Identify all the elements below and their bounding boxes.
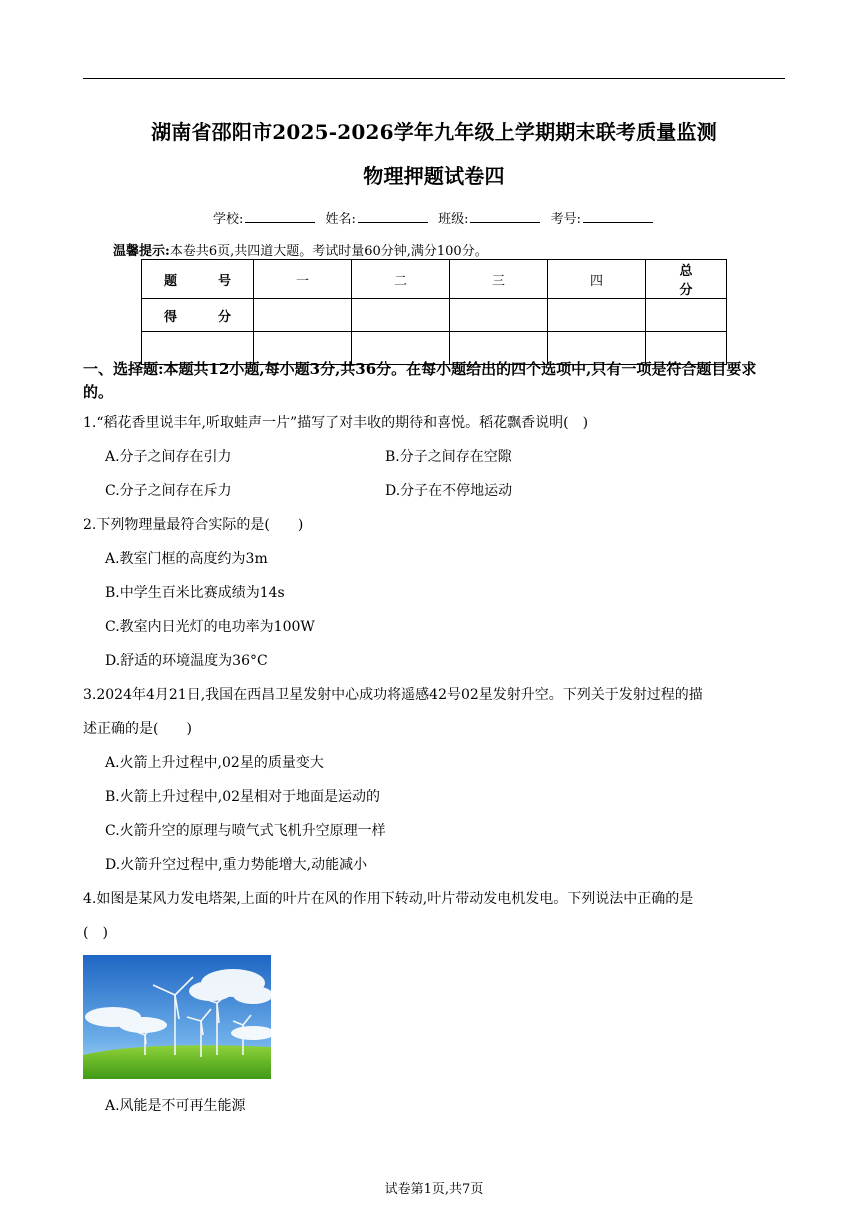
score-cell[interactable] bbox=[352, 299, 450, 332]
score-cell[interactable] bbox=[450, 299, 548, 332]
score-table-header-row bbox=[142, 260, 727, 299]
question-1-option-d[interactable]: D.分子在不停地运动 bbox=[385, 483, 513, 499]
tip-text: 本卷共6页,共四道大题。考试时量60分钟,满分100分。 bbox=[169, 244, 488, 259]
question-1-option-a[interactable]: A.分子之间存在引力 bbox=[105, 449, 232, 465]
name-blank[interactable] bbox=[358, 210, 428, 223]
wind-turbine-illustration bbox=[83, 955, 271, 1079]
school-label: 学校: bbox=[213, 212, 244, 227]
score-table-score-row bbox=[142, 299, 727, 332]
score-header-cell: 题 号 bbox=[142, 260, 254, 299]
question-4-stem-line2: ( ) bbox=[83, 925, 108, 941]
name-label: 姓名: bbox=[325, 212, 356, 227]
student-info-line bbox=[83, 208, 785, 227]
question-1-stem: 1.“稻花香里说丰年,听取蛙声一片”描写了对丰收的期待和喜悦。稻花飘香说明( ) bbox=[83, 415, 589, 431]
score-header-cell: 四 bbox=[548, 260, 646, 299]
school-blank[interactable] bbox=[245, 210, 315, 223]
question-4-option-a[interactable]: A.风能是不可再生能源 bbox=[105, 1098, 246, 1114]
top-rule bbox=[83, 78, 785, 79]
score-cell[interactable] bbox=[548, 299, 646, 332]
question-2-option-c[interactable]: C.教室内日光灯的电功率为100W bbox=[105, 619, 315, 635]
question-3-stem-line2: 述正确的是( ) bbox=[83, 721, 192, 737]
question-3-stem-line1: 3.2024年4月21日,我国在西昌卫星发射中心成功将遥感42号02星发射升空。下列关于发射过程的描 bbox=[83, 687, 703, 703]
tip-label: 温馨提示: bbox=[113, 244, 170, 259]
section-1-heading: 一、选择题:本题共12小题,每小题3分,共36分。在每小题给出的四个选项中,只有一项是符合题目要求的。 bbox=[83, 360, 757, 401]
score-header-cell: 一 bbox=[254, 260, 352, 299]
score-cell[interactable] bbox=[646, 299, 727, 332]
exam-no-blank[interactable] bbox=[583, 210, 653, 223]
question-1-option-c[interactable]: C.分子之间存在斥力 bbox=[105, 483, 232, 499]
score-row-label: 得 分 bbox=[142, 299, 254, 332]
exam-title-line2: 物理押题试卷四 bbox=[363, 164, 505, 188]
grade-label: 班级: bbox=[438, 212, 469, 227]
question-2-option-b[interactable]: B.中学生百米比赛成绩为14s bbox=[105, 585, 285, 601]
question-2-stem: 2.下列物理量最符合实际的是( ) bbox=[83, 517, 304, 533]
exam-no-label: 考号: bbox=[550, 212, 581, 227]
question-4-stem-line1: 4.如图是某风力发电塔架,上面的叶片在风的作用下转动,叶片带动发电机发电。下列说法中正确的是 bbox=[83, 891, 694, 907]
score-cell[interactable] bbox=[254, 299, 352, 332]
score-header-cell: 三 bbox=[450, 260, 548, 299]
score-header-cell: 总 分 bbox=[646, 260, 727, 299]
question-3-option-c[interactable]: C.火箭升空的原理与喷气式飞机升空原理一样 bbox=[105, 823, 386, 839]
exam-title-line1: 湖南省邵阳市2025-2026学年九年级上学期期末联考质量监测 bbox=[151, 120, 717, 144]
score-table bbox=[141, 259, 734, 365]
question-3-option-a[interactable]: A.火箭上升过程中,02星的质量变大 bbox=[105, 755, 324, 771]
page-footer: 试卷第1页,共7页 bbox=[384, 1182, 484, 1197]
score-header-cell: 二 bbox=[352, 260, 450, 299]
wind-turbine-photo bbox=[83, 955, 271, 1079]
question-3-option-d[interactable]: D.火箭升空过程中,重力势能增大,动能减小 bbox=[105, 857, 368, 873]
exam-tip bbox=[113, 240, 488, 259]
question-3-option-b[interactable]: B.火箭上升过程中,02星相对于地面是运动的 bbox=[105, 789, 381, 805]
question-1-option-b[interactable]: B.分子之间存在空隙 bbox=[385, 449, 512, 465]
grade-blank[interactable] bbox=[470, 210, 540, 223]
question-2-option-a[interactable]: A.教室门框的高度约为3m bbox=[105, 551, 268, 567]
question-2-option-d[interactable]: D.舒适的环境温度为36°C bbox=[105, 653, 268, 669]
